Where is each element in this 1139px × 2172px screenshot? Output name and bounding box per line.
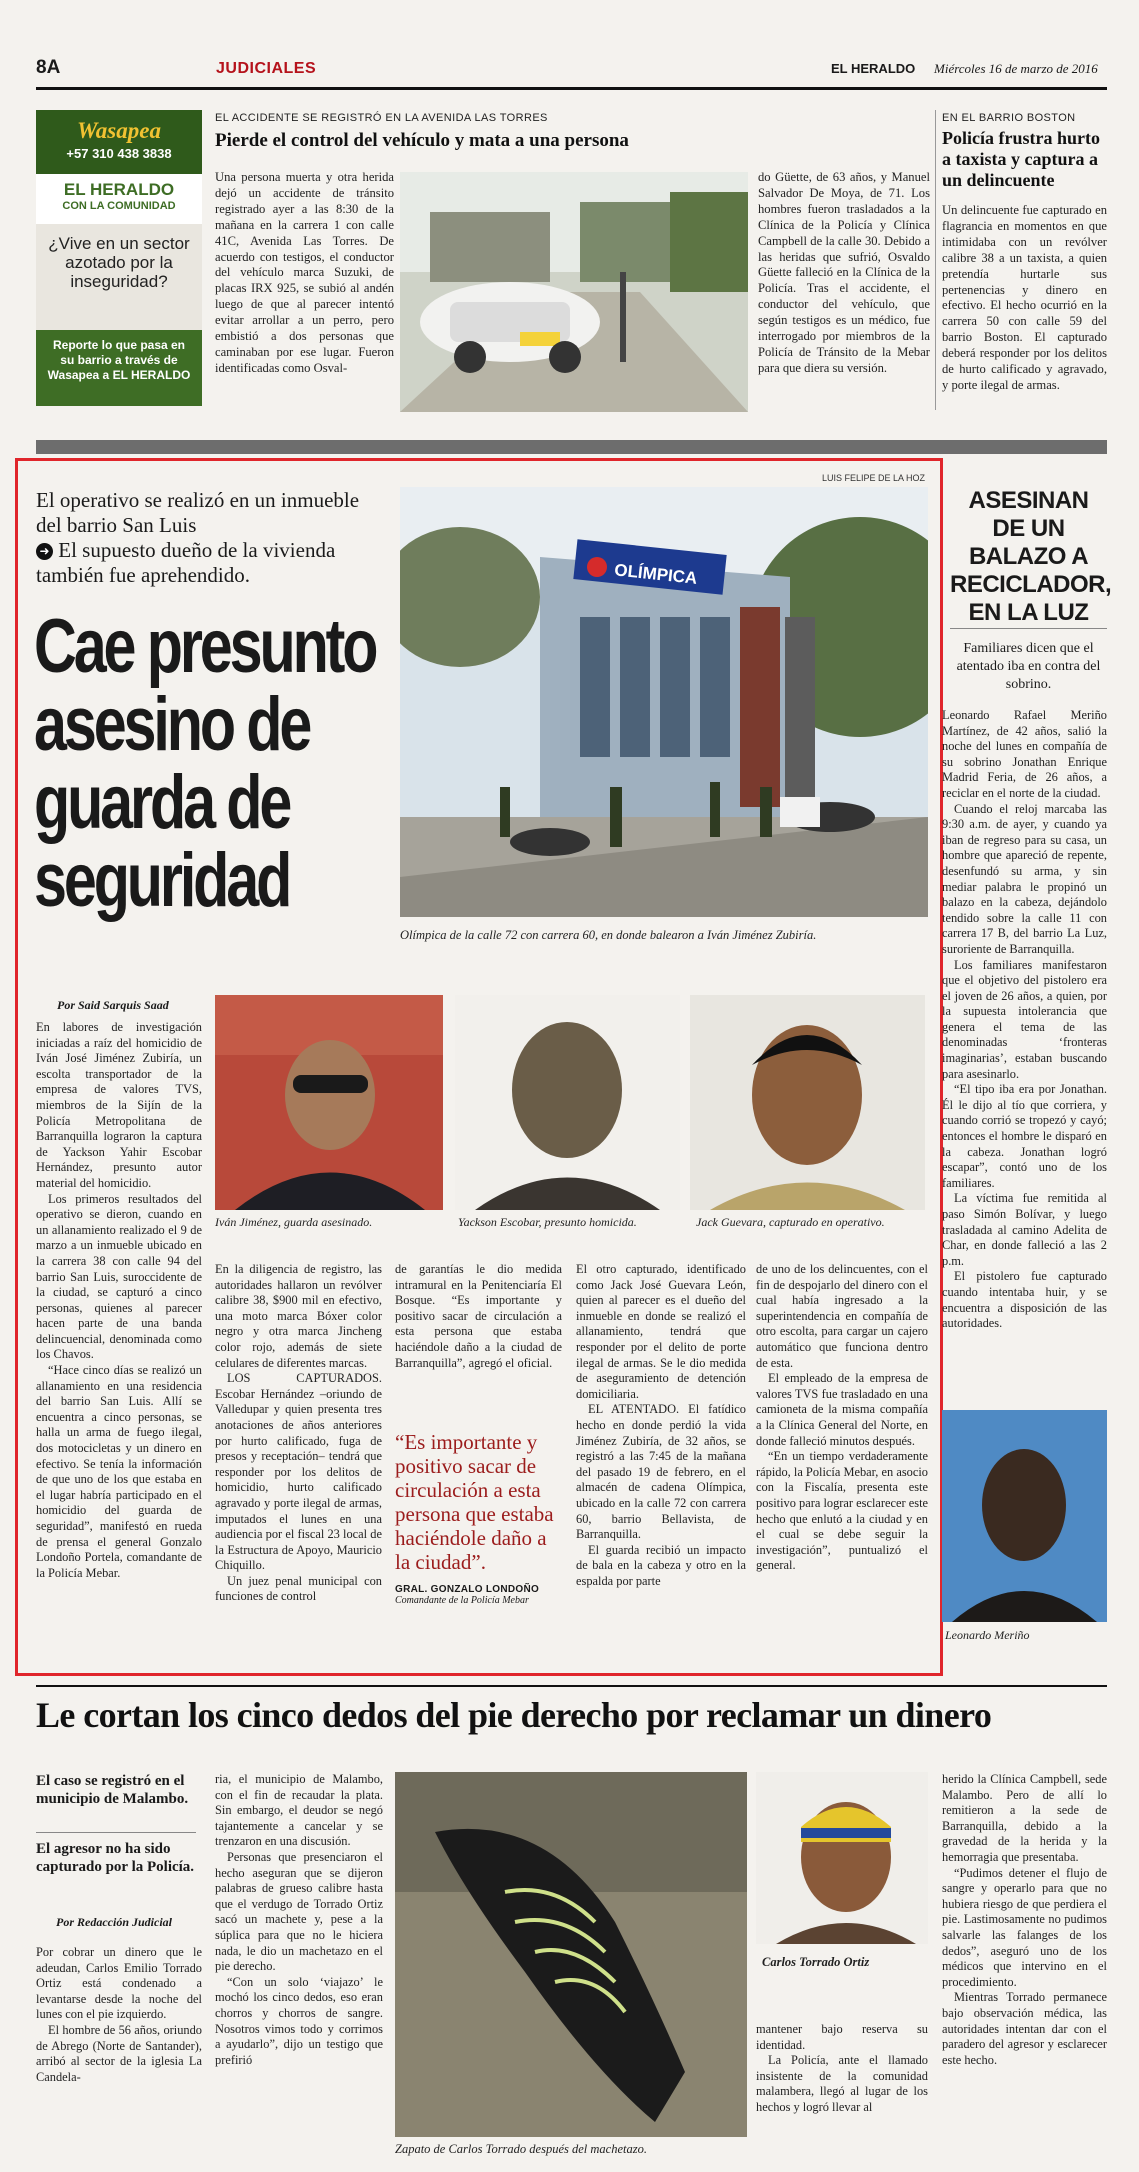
- quote-name: GRAL. GONZALO LONDOÑO: [395, 1584, 540, 1595]
- side-body: Leonardo Rafael Meriño Martínez, de 42 años, salió la noche del lunes en compañía de su sobrino Jonathan Enrique Madrid Feria, de 26 años, a reciclar en el norte de la ciudad. Cuando el reloj marcaba las 9:30 a.m. de ayer, y cuando ya iban de regreso para su casa, un hombre que apareció de repente, desenfundó su arma, y sin mediar palabra le propinó un balazo en la cabeza, dejándolo tendido sobre la calle 11 con carrera 17 B, del barrio La Luz, suroriente de Barranquilla. Los familiares manifestaron que el objetivo del pistolero era el joven de 26 años, a quien, por la supuesta intolerancia que genera el tema de las denominadas ‘fronteras imaginarias’, estaban buscando para asesinarlo. “El tipo iba era por Jonathan. Él le dijo al tío que corriera, y cuando corrió se tropezó y cayó; entonces el hombre le disparó en la cabeza. Jonathan logró escapar”, contó uno de los familiares. La víctima fue remitida al paso Simón Bolívar, y luego trasladada al camino Adelita de Char, en donde falleció a las 2 p.m. El pistolero fue capturado cuando intentaba huir, y se encuentra a disposición de las autoridades.: [942, 708, 1107, 1331]
- story2-body: Un delincuente fue capturado en flagrancia en momentos en que intimidaba con un revólver calibre 38 a un taxista, a quien pretendía hurtarle sus pertenencias y dinero en efectivo. El hecho ocurrió en la carrera 50 con calle 59 del barrio Boston. El capturado deberá responder por los delitos de hurto calificado y agravado, y porte ilegal de armas.: [942, 203, 1107, 392]
- bottom-deck-1: El caso se registró en el municipio de Malambo.: [36, 1773, 189, 1807]
- side-rule: [950, 628, 1107, 629]
- header-rule: [36, 87, 1107, 90]
- store-sign: OLÍMPICA: [613, 560, 699, 588]
- pull-quote: “Es importante y positivo sacar de circulación a esta persona que estaba haciéndole daño a la ciudad”. GRAL. GONZALO LONDOÑO Comandante de la Policía Mebar: [395, 1430, 562, 1606]
- bottom-deck-rule: [36, 1832, 196, 1833]
- bottom-headline: Le cortan los cinco dedos del pie derecho por reclamar un dinero: [36, 1695, 992, 1735]
- ad-question: ¿Vive en un sector azotado por la inseguridad?: [48, 234, 190, 291]
- story1-divider: [935, 110, 936, 410]
- portrait-yackson: [455, 995, 680, 1210]
- bottom-byline: Por Redacción Judicial: [56, 1915, 172, 1929]
- story2-headline: Policía frustra hurto a taxista y captura a un delincuente: [942, 128, 1100, 190]
- caption-yackson: Yackson Escobar, presunto homicida.: [458, 1215, 637, 1229]
- shoe-illustration: [395, 1772, 747, 2137]
- arrow-right-icon: ➜: [36, 543, 53, 560]
- portrait-jack: [690, 995, 925, 1210]
- torrado-caption: Carlos Torrado Ortiz: [762, 1955, 870, 1969]
- main-col3: de garantías le dio medida intramural en la Penitenciaría El Bosque. “Es importante y positivo sacar de circulación a esta persona que estaba haciéndole daño a la ciudad de Barranquilla”, agregó el oficial.: [395, 1262, 562, 1370]
- main-headline: Cae presunto asesino de guarda de seguridad: [34, 604, 376, 923]
- quote-role: Comandante de la Policía Mebar: [395, 1595, 529, 1606]
- bottom-col2: ria, el municipio de Malambo, con el fin de recaudar la plata. Sin embargo, el deudor se negó tajantemente a cancelar y se trenzaron en una discusión. Personas que presenciaron el hecho aseguran que se dijeron palabras de grueso calibre hasta que el verdugo de Torrado Ortiz sacó un machete y, pese a la súplica para que no le hiciera nada, le dio un machetazo en el pie derecho. “Con un solo ‘viajazo’ le mochó los cinco dedos, eso eran chorros y chorros de sangre. Nosotros vimos todo y corrimos a ayudarlo”, dijo un testigo que prefirió: [215, 1772, 383, 2067]
- caption-ivan: Iván Jiménez, guarda asesinado.: [215, 1215, 373, 1229]
- story1-kicker: EL ACCIDENTE SE REGISTRÓ EN LA AVENIDA LAS TORRES: [215, 112, 548, 124]
- portrait-torrado: [756, 1772, 928, 1944]
- section-band: [36, 440, 1107, 454]
- caption-jack: Jack Guevara, capturado en operativo.: [696, 1215, 885, 1229]
- shoe-photo: [395, 1772, 747, 2137]
- main-deck-1: El operativo se realizó en un inmueble del barrio San Luis: [36, 488, 360, 537]
- byline-main: Por Said Sarquis Saad: [57, 998, 169, 1012]
- ad-phone: +57 310 438 3838: [66, 146, 172, 161]
- store-illustration: [400, 487, 928, 917]
- ad-line1: EL HERALDO: [63, 180, 175, 199]
- paper-name: EL HERALDO: [831, 61, 916, 76]
- side-deck: Familiares dicen que el atentado iba en contra del sobrino.: [956, 641, 1101, 692]
- portrait-merino: [942, 1410, 1107, 1622]
- section-name: JUDICIALES: [216, 60, 317, 77]
- story2-kicker: EN EL BARRIO BOSTON: [942, 112, 1076, 124]
- photo-credit: LUIS FELIPE DE LA HOZ: [822, 473, 926, 483]
- main-col2: En la diligencia de registro, las autoridades hallaron un revólver calibre 38, $900 mil en efectivo, una moto marca Bóxer color negro y otra marca Jincheng color rojo, además de siete celulares de diferentes marcas. LOS CAPTURADOS. Escobar Hernández –oriundo de Valledupar y quien presenta tres anotaciones de años anteriores por hurto calificado, fuga de presos y receptación– tendrá que responder por los delitos de homicidio, hurto calificado agravado y porte ilegal de armas, imputados el lunes en una audiencia por el fiscal 23 local de la Estructura de Apoyo, Mauricio Chiquillo. Un juez penal municipal con funciones de control: [215, 1262, 382, 1604]
- portrait-merino-img: [942, 1410, 1107, 1622]
- accident-photo: [400, 172, 748, 412]
- accident-illustration: [400, 172, 748, 412]
- issue-date: Miércoles 16 de marzo de 2016: [934, 61, 1098, 76]
- portrait-torrado-img: [756, 1772, 928, 1944]
- portrait-ivan: [215, 995, 443, 1210]
- story1-headline: Pierde el control del vehículo y mata a una persona: [215, 130, 629, 151]
- page-number: 8A: [36, 57, 61, 78]
- main-col1: En labores de investigación iniciadas a raíz del homicidio de Iván José Jiménez Zubiría, un escolta transportador de la empresa de valores TVS, miembros de la Sijín de la Policía Metropolitana de Barranquilla lograron la captura de Yackson Yahir Escobar Hernández, presunto autor material del homicidio. Los primeros resultados del operativo se dieron, cuando en un allanamiento realizado el 9 de marzo a un inmueble ubicado en la carrera 38 con calle 94 del barrio San Luis, suroccidente de la ciudad, se capturó a cinco personas, quienes al parecer hacen parte de una banda delincuencial, denominada como los Chavos. “Hace cinco días se realizó un allanamiento en una residencia del barrio San Luis. Allí se encuentra a cinco personas, se halla un arma de fuego ilegal, dos motocicletas y un dinero en efectivo. Se tenía la información de que uno de los que estaba en el lugar habría participado en el homicidio del guarda de seguridad”, manifestó en rueda de prensa el general Gonzalo Londoño Portela, comandante de la Policía Mebar.: [36, 1020, 202, 1580]
- main-deck-2-wrap: [36, 538, 386, 588]
- ad-line2: CON LA COMUNIDAD: [62, 200, 176, 212]
- bottom-col5: herido la Clínica Campbell, sede Malambo. Pero de allí lo remitieron a la sede de Barranquilla, debido a la gravedad de la herida y la hemorragia que presentaba. “Pudimos detener el flujo de sangre y operarlo para que no hubiera riesgo de que perdiera el pie. Lastimosamente no pudimos salvarle las falanges de los dedos”, aseguró uno de los médicos que intervino en el procedimiento. Mientras Torrado permanece bajo observación médica, las autoridades intentan dar con el paradero del agresor y esclarecer este hecho.: [942, 1772, 1107, 2067]
- bottom-col4: mantener bajo reserva su identidad. La Policía, ante el llamado insistente de la comunidad malambera, llegó al lugar de los hechos y logró llevar al: [756, 2022, 928, 2114]
- bottom-top-rule: [36, 1685, 1107, 1687]
- mugshot-jack: [690, 995, 925, 1210]
- main-col4: El otro capturado, identificado como Jack José Guevara León, quien al parecer es el dueño del inmueble en donde se realizó el allanamiento, tendrá que responder por el delito de porte ilegal de armas. Se le dio medida de aseguramiento de detención domiciliaria. EL ATENTADO. El fatídico hecho en donde perdió la vida Jiménez Zubiría, de 32 años, se registró a las 7:45 de la mañana del pasado 19 de febrero, en el almacén de cadena Olímpica, ubicado en la calle 72 con carrera 60, barrio Bellavista, de Barranquilla. El guarda recibió un impacto de bala en la cabeza y otro en la espalda por parte: [576, 1262, 746, 1588]
- olimpica-caption: Olímpica de la calle 72 con carrera 60, en donde balearon a Iván Jiménez Zubiría.: [400, 928, 817, 942]
- wasapea-ad[interactable]: [36, 110, 202, 406]
- side-headline: ASESINAN DE UN BALAZO A RECICLADOR, EN LA LUZ: [950, 487, 1112, 626]
- story1-col2: do Güette, de 63 años, y Manuel Salvador De Moya, de 71. Los hombres fueron trasladados a la Clínica de la Policía y Clínica Campbell de la calle 30. Debido a las heridas que sufrió, Osvaldo Güette falleció en la Clínica de la Policía. Tras el accidente, el conductor del vehículo, que según testigos es un médico, fue interrogado por miembros de la Policía de Tránsito de la Mebar para que diera su versión.: [758, 170, 930, 375]
- bottom-col1: Por cobrar un dinero que le adeudan, Carlos Emilio Torrado Ortiz está condenado a levantarse desde la noche del lunes con el pie izquierdo. El hombre de 56 años, oriundo de Abrego (Norte de Santander), arribó al sector de la iglesia La Candela-: [36, 1945, 202, 2084]
- ad-brand: Wasapea: [77, 118, 161, 143]
- bottom-deck-2: El agresor no ha sido capturado por la Policía.: [36, 1841, 195, 1875]
- main-deck-2: El supuesto dueño de la vivienda también fue aprehendido.: [36, 538, 336, 587]
- main-col5: de uno de los delincuentes, con el fin de despojarlo del dinero con el cual había ingresado a la superintendencia en compañía de otro escolta, para cargar un cajero automático que funciona dentro de esta. El empleado de la empresa de valores TVS fue trasladado en una camioneta de la misma compañía a la Clínica General del Norte, en donde falleció minutos después. “En un tiempo verdaderamente rápido, la Policía Mebar, en asocio con la Fiscalía, presenta este positivo para lograr esclarecer este hecho que enlutó a la ciudad y en el cual se debe seguir la investigación”, puntualizó el general.: [756, 1262, 928, 1573]
- ad-cta: Reporte lo que pasa en su barrio a través de Wasapea a EL HERALDO: [47, 338, 191, 382]
- olimpica-photo: [400, 487, 928, 917]
- shoe-caption: Zapato de Carlos Torrado después del machetazo.: [395, 2142, 647, 2156]
- caption-merino: Leonardo Meriño: [945, 1628, 1030, 1642]
- mugshot-ivan: [215, 995, 443, 1210]
- mugshot-yackson: [455, 995, 680, 1210]
- story1-col1: Una persona muerta y otra herida dejó un accidente de tránsito registrado ayer a las 8:30 de la mañana en la carrera 1 con calle 41C, Avenida Las Torres. De acuerdo con testigos, el conductor del vehículo marca Suzuki, de placas IRX 925, se subió al andén luego de que al parecer intentó evitar arrollar a un perro, pero embistió a dos personas que caminaban por ese lugar. Fueron identificadas como Osval-: [215, 170, 394, 375]
